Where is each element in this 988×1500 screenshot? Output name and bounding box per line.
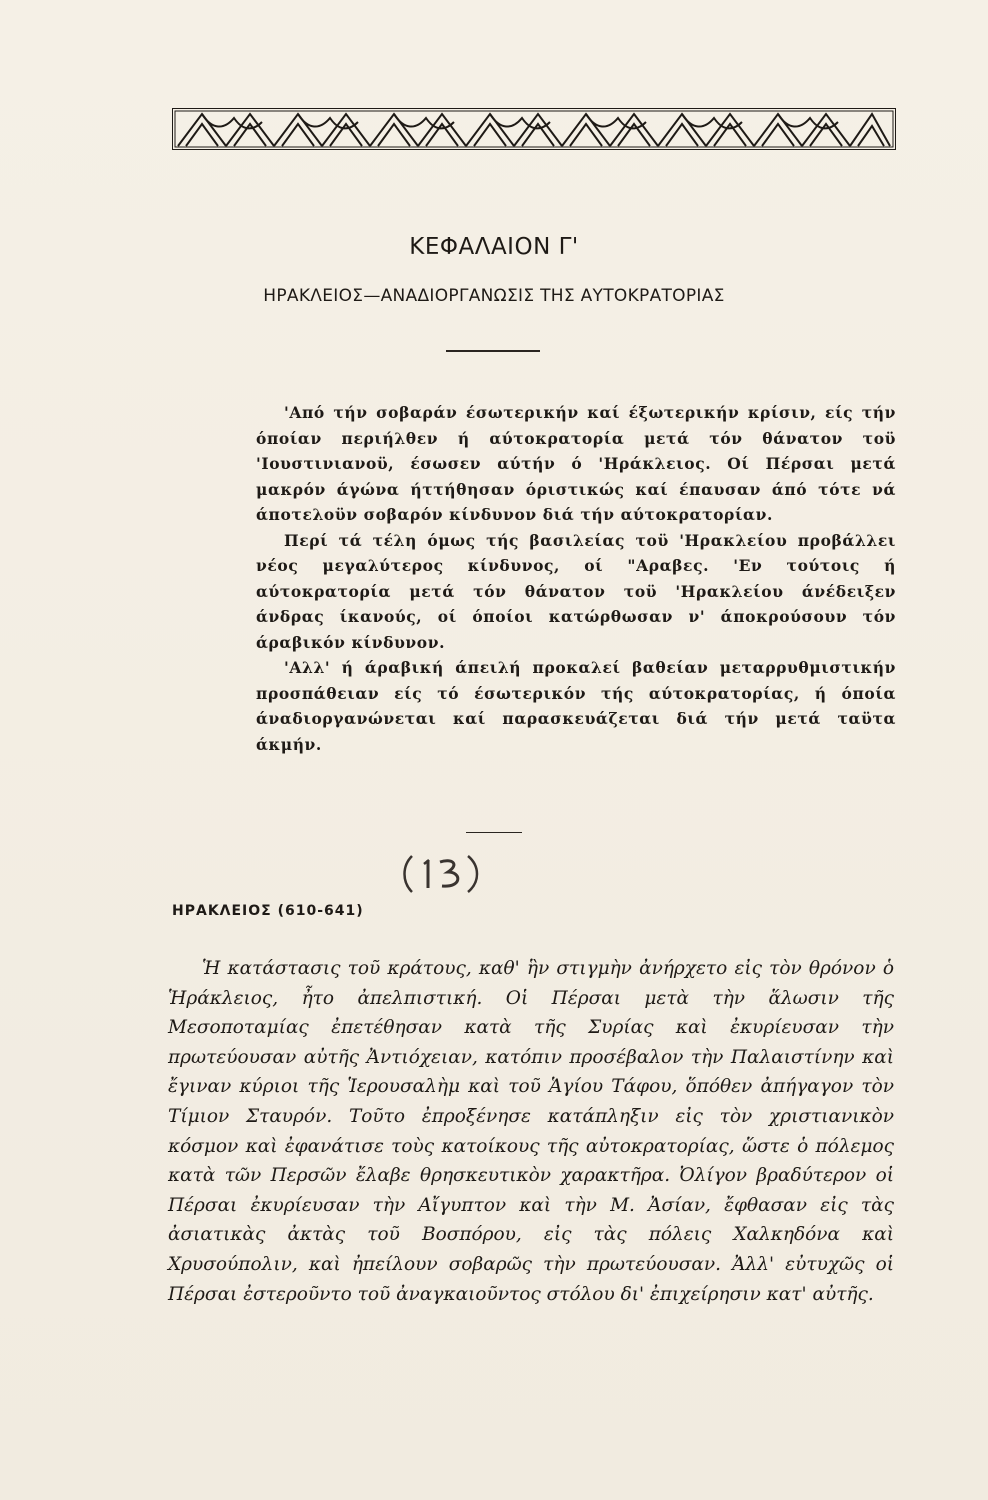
summary-paragraph: 'Από τήν σοβαράν έσωτερικήν καί έξωτερικήν κρίσιν, είς τήν όποίαν περιήλθεν ή αύτοκρατορία μετά τόν θάνατον τοϋ 'Ιουστινιανοϋ, έσωσεν αύτήν ό 'Ηράκλειος. Οί Πέρσαι μετά μακρόν άγώνα ήττήθησαν όριστικώς καί έπαυσαν άπό τότε νά άποτελοϋν σοβαρόν κίνδυνον διά τήν αύτοκρατορίαν.	[256, 403, 896, 524]
divider-rule	[446, 350, 540, 352]
handwritten-page-number	[398, 852, 488, 896]
divider-rule-short	[466, 832, 522, 833]
body-text	[168, 954, 894, 1309]
decorative-border-ornament	[172, 108, 896, 150]
chapter-subtitle: ΗΡΑΚΛΕΙΟΣ—ΑΝΑΔΙΟΡΓΑΝΩΣΙΣ ΤΗΣ ΑΥΤΟΚΡΑΤΟΡΙΑΣ	[263, 286, 725, 306]
body-paragraph: Ἡ κατάστασις τοῦ κράτους, καθ' ἣν στιγμὴν ἀνήρχετο εἰς τὸν θρόνον ὁ Ἡράκλειος, ἦτο ἀπελπιστική. Οἱ Πέρσαι μετὰ τὴν ἅλωσιν τῆς Μεσοποταμίας ἐπετέθησαν κατὰ τῆς Συρίας καὶ ἐκυρίευσαν τὴν πρωτεύουσαν αὐτῆς Ἀντιόχειαν, κατόπιν προσέβαλον τὴν Παλαιστίνην καὶ ἔγιναν κύριοι τῆς Ἱερουσαλὴμ καὶ τοῦ Ἁγίου Τάφου, ὅπόθεν ἀπήγαγον τὸν Τίμιον Σταυρόν. Τοῦτο ἐπροξένησε κατάπληξιν εἰς τὸν χριστιανικὸν κόσμον καὶ ἐφανάτισε τοὺς κατοίκους τῆς αὐτοκρατορίας, ὥστε ὁ πόλεμος κατὰ τῶν Περσῶν ἔλαβε θρησκευτικὸν χαρακτῆρα. Ὀλίγον βραδύτερον οἱ Πέρσαι ἐκυρίευσαν τὴν Αἴγυπτον καὶ τὴν Μ. Ἀσίαν, ἔφθασαν εἰς τὰς ἀσιατικὰς ἀκτὰς τοῦ Βοσπόρου, εἰς τὰς πόλεις Χαλκηδόνα καὶ Χρυσούπολιν, καὶ ἠπείλουν σοβαρῶς τὴν πρωτεύουσαν. Ἀλλ' εὐτυχῶς οἱ Πέρσαι ἐστεροῦντο τοῦ ἀναγκαιοῦντος στόλου δι' ἐπιχείρησιν κατ' αὐτῆς.	[168, 958, 894, 1305]
chapter-summary	[256, 400, 896, 757]
section-heading: ΗΡΑΚΛΕΙΟΣ (610-641)	[172, 903, 364, 919]
handwritten-page-number-icon	[398, 852, 488, 896]
summary-paragraph: 'Αλλ' ή άραβική άπειλή προκαλεί βαθείαν μεταρρυθμιστικήν προσπάθειαν είς τό έσωτερικόν τής αύτοκρατορίας, ή όποία άναδιοργανώνεται καί παρασκευάζεται διά τήν μετά ταϋτα άκμήν.	[256, 658, 896, 754]
chapter-title: ΚΕΦΑΛΑΙΟΝ Γ'	[409, 234, 579, 260]
summary-paragraph: Περί τά τέλη όμως τής βασιλείας τοϋ 'Ηρακλείου προβάλλει νέος μεγαλύτερος κίνδυνος, οί "Αραβες. 'Εν τούτοις ή αύτοκρατορία μετά τόν θάνατον τοϋ 'Ηρακλείου άνέδειξεν άνδρας ίκανούς, οί όποίοι κατώρθωσαν ν' άποκρούσουν τόν άραβικόν κίνδυνον.	[256, 530, 896, 652]
